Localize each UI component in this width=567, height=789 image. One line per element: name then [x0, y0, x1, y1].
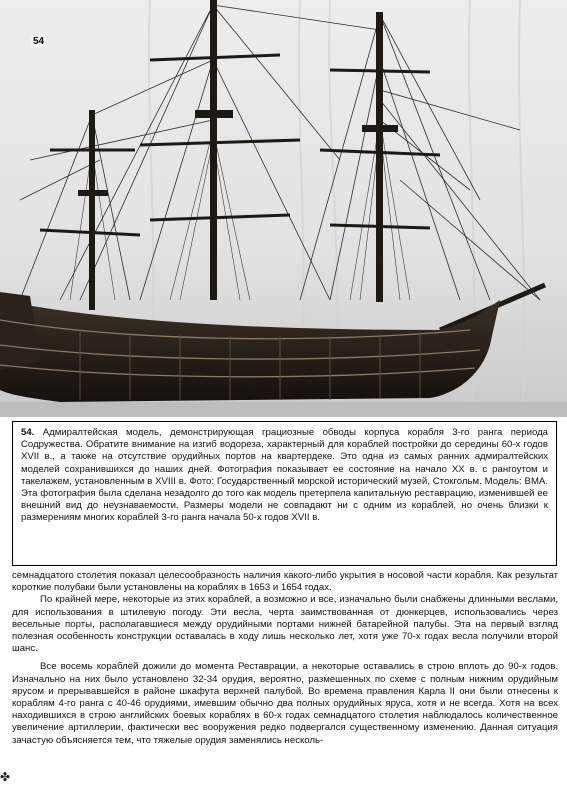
paragraph-2: По крайней мере, некоторые из этих кораблей, а возможно и все, изначально были снабжены длинными веслами, для использования в штилевую погоду. Эти весла, черта заимствованная от дюнкерцев, использовались через весельные порты, располагавшиеся между орудийными портами нижней батарейной палубы. Эта на первый взгляд полезная особенность конструкции оставалась в ходу лишь несколько лет, хотя уже 70-х годах весла получили второй шанс. — [12, 594, 558, 655]
caption-number: 54. — [21, 427, 35, 438]
caption-text: Адмиралтейская модель, демонстрирующая грациозные обводы корпуса корабля 3-го ранга периода Содружества. Обратите внимание на изгиб водореза, характерный для кораблей постройки до середины 60-х годов XVII в., а также на отсутствие орудийных портов на квартердеке. Это одна из самых ранних адмиралтейских моделей сохранившихся до наших дней. Фотография показывает ее состояние на начало XX в. с рангоутом и такелажем, установленным в XVIII в. Фото: Государственный морской исторический музей, Стокгольм. Модель: ВМА. Эта фотография была сделана незадолго до того как модель претерпела капитальную реставрацию, изменившей ее внешний вид до неузнаваемости. Размеры модели не совпадают ни с одним из кораблей, но очень близки к размерениям многих кораблей 3-го ранга начала 50-х годов XVII в. — [21, 427, 549, 524]
corner-ornament-icon: ✤ — [0, 770, 11, 784]
paragraph-3: Все восемь кораблей дожили до момента Реставрации, а некоторые оставались в строю вплоть до 90-х годов. Изначально на них было установлено 32-34 орудия, вероятно, размешенных по схеме с полным нижним орудийным ярусом и прерывавшейся в районе шкафута верхней палубой. Во времена правления Карла II они были отнесены к кораблям 4-го ранга с 40-46 орудиями, имевшим обычно два полных орудийных яруса, хотя и не всегда. Хотя на всех находившихся в строю английских боевых кораблях в 60-х годах семнадцатого столетия наблюдалось количественное увеличение артиллерии, фактически вес вооружения редко подвергался существенному изменению. Данная ситуация зачастую объясняется тем, что тяжелые орудия заменялись несколь- — [12, 661, 558, 746]
body-text — [12, 570, 558, 747]
figure-caption — [12, 421, 557, 566]
paragraph-1: семнадцатого столетия показал целесообразность наличия какого-либо укрытия в носовой части корабля. Как результат короткие полубаки были установлены на кораблях в 1653 и 1654 годах. — [12, 570, 558, 594]
page-number: 54 — [33, 36, 45, 47]
